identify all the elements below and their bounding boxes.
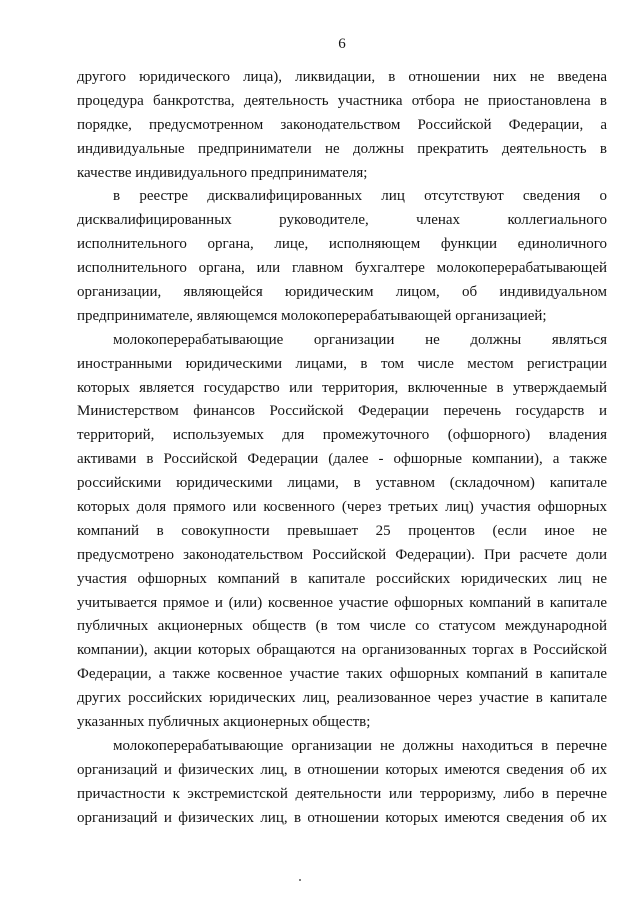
paragraph-line: организаций и физических лиц, в отношении которых имеются сведения об их (77, 809, 607, 826)
page-number: 6 (338, 36, 346, 52)
paragraph-line: организаций и физических лиц, в отношении которых имеются сведения об их (77, 761, 607, 778)
paragraph-line: Министерством финансов Российской Федерации перечень государств и (77, 403, 607, 420)
paragraph-line: указанных публичных акционерных обществ; (77, 714, 371, 731)
paragraph-line: других российских юридических лиц, реализованное через участие в капитале (77, 690, 607, 707)
paragraph-line: предпринимателе, являющемся молокоперерабатывающей организацией; (77, 307, 547, 324)
paragraph-line: дисквалифицированных руководителе, членах коллегиального (77, 212, 607, 229)
paragraph-line: другого юридического лица), ликвидации, в отношении них не введена (77, 69, 607, 85)
document-body (77, 66, 607, 831)
paragraph-line: компании), акции которых обращаются на организованных торгах в Российской (77, 642, 607, 659)
paragraph-line: учитывается прямое и (или) косвенное участие офшорных компаний в капитале (77, 594, 607, 611)
paragraph-line: территорий, используемых для промежуточного (офшорного) владения (77, 427, 607, 444)
paragraph-line: в реестре дисквалифицированных лиц отсутствуют сведения о (113, 188, 607, 205)
paragraph-line: предусмотрено законодательством Российской Федерации). При расчете доли (77, 546, 607, 563)
paragraph-line: порядке, предусмотренном законодательством Российской Федерации, а (77, 116, 607, 133)
paragraph (77, 185, 607, 328)
paragraph-line: иностранными юридическими лицами, в том числе местом регистрации (77, 355, 607, 372)
paragraph-line: активами в Российской Федерации (далее - офшорные компании), а также (77, 451, 607, 468)
paragraph-line: исполнительного органа, лице, исполняющем функции единоличного (77, 236, 607, 253)
paragraph-line: организации, являющейся юридическим лицом, об индивидуальном (77, 284, 607, 301)
paragraph-line: участия офшорных компаний в капитале российских юридических лиц не (77, 570, 607, 587)
paragraph-line: публичных акционерных обществ (в том числе со статусом международной (77, 618, 607, 635)
paragraph-line: которых является государство или территория, включенные в утверждаемый (77, 379, 607, 396)
paragraph (77, 329, 607, 735)
paragraph-line: молокоперерабатывающие организации не должны находиться в перечне (113, 737, 607, 754)
paragraph-line: которых доля прямого или косвенного (через третьих лиц) участия офшорных (77, 499, 607, 516)
paragraph-line: индивидуальные предприниматели не должны прекратить деятельность в (77, 140, 607, 157)
paragraph-line: молокоперерабатывающие организации не должны являться (113, 331, 607, 348)
paragraph (77, 735, 607, 831)
scan-speck (299, 879, 301, 881)
paragraph (77, 66, 607, 185)
paragraph-line: Федерации, а также косвенное участие таких офшорных компаний в капитале (77, 666, 607, 683)
paragraph-line: процедура банкротства, деятельность участника отбора не приостановлена в (77, 92, 607, 109)
paragraph-line: компаний в совокупности превышает 25 процентов (если иное не (77, 522, 607, 539)
paragraph-line: качестве индивидуального предпринимателя; (77, 164, 368, 181)
paragraph-line: исполнительного органа, или главном бухгалтере молокоперерабатывающей (77, 260, 607, 277)
paragraph-line: причастности к экстремистской деятельности или терроризму, либо в перечне (77, 785, 607, 802)
paragraph-line: российскими юридическими лицами, в уставном (складочном) капитале (77, 475, 607, 492)
